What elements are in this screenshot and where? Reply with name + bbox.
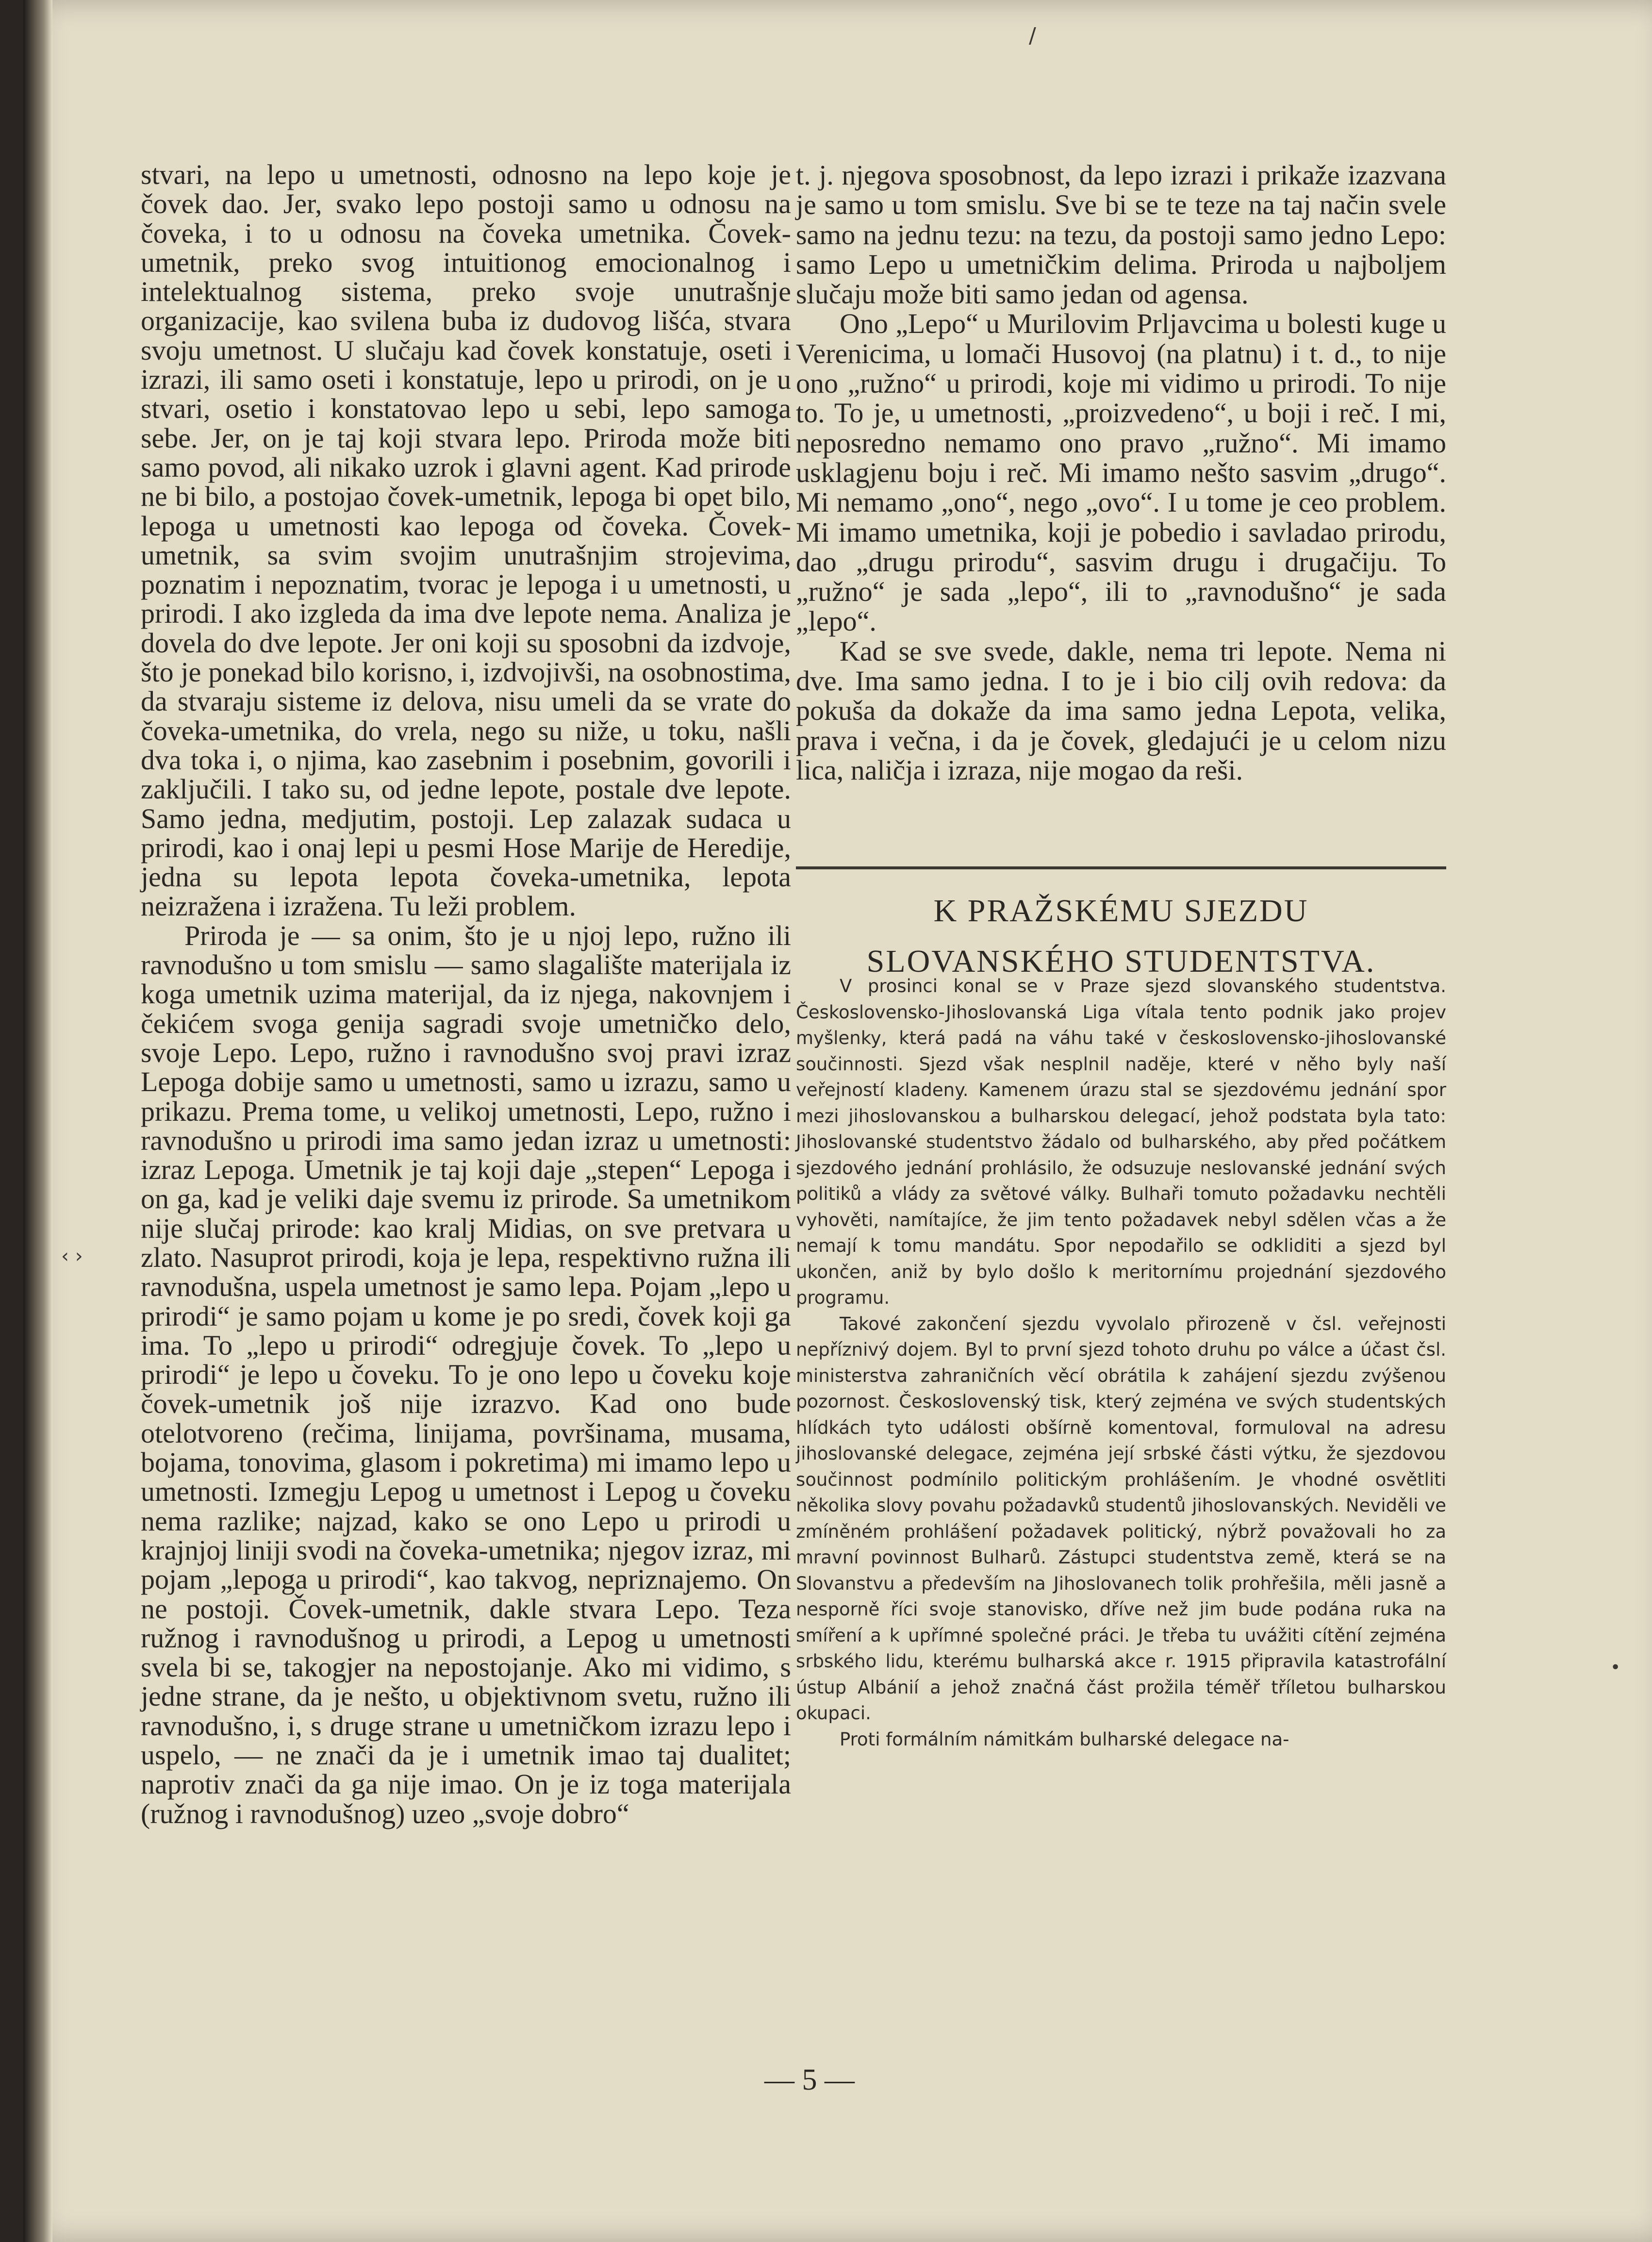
right-paragraph-2: Ono „Lepo“ u Murilovim Prljavcima u bolesti kuge u Verenicima, u lomači Husovoj (na platnu) i t. d., to nije ono „ružno“ u prirodi, koje mi vidimo u prirodi. To nije to. To je, u umetnosti, „proizvedeno“, u boji i reč. I mi, neposredno nemamo ono pravo „ružno“. Mi imamo usklagjenu boju i reč. Mi imamo nešto sasvim „drugo“. Mi nemamo „ono“, nego „ovo“. I u tome je ceo problem. Mi imamo umetnika, koji je pobedio i savladao prirodu, dao „drugu prirodu“, sasvim drugu i drugačiju. To „ružno“ je sada „lepo“, ili to „ravnodušno“ je sada „lepo“. <box>796 308 1446 637</box>
cz-paragraph-3: Proti formálním námitkám bulharské delegace na- <box>840 1728 1289 1750</box>
right-paragraph-1: t. j. njegova sposobnost, da lepo izrazi i prikaže izazvana je samo u tom smislu. Sve bi se te teze na taj način svele samo na jednu tezu: na tezu, da postoji samo jedno Lepo: samo Lepo u umetničkim delima. Priroda u najboljem slučaju može biti samo jedan od agensa. <box>796 159 1446 310</box>
right-column <box>796 160 1446 785</box>
right-paragraph-3: Kad se sve svede, dakle, nema tri lepote. Nema ni dve. Ima samo jedna. I to je i bio cilj ovih redova: da pokuša da dokaže da ima samo jedna Lepota, velika, prava i večna, i da je čovek, gledajući je u celom nizu lica, naličja i izraza, nije mogao da reši. <box>796 635 1446 786</box>
left-margin-mark: ‹ › <box>61 1245 83 1267</box>
cz-paragraph-1: V prosinci konal se v Praze sjezd slovanského studentstva. Československo-Jihoslovanská Liga vítala tento podnik jako projev myšlenky, která padá na váhu také v československo-jihoslovanské součinnosti. Sjezd však nesplnil naděje, které v něho byly naší veřejností kladeny. Kamenem úrazu stal se sjezdovému jednání spor mezi jihoslovanskou a bulharskou delegací, jehož podstata byla tato: Jihoslovanské studentstvo žádalo od bulharského, aby před počátkem sjezdového jednání prohlásilo, že odsuzuje neslovanské jednání svých politiků a vlády za světové války. Bulhaři tomuto požadavku nechtěli vyhověti, namítajíce, že jim tento požadavek nebyl sdělen včas a že nemají k tomu mandátu. Spor nepodařilo se odkliditi a sjezd byl ukončen, aniž by bylo došlo k meritornímu projednání sjezdového programu. <box>796 976 1446 1308</box>
heading-line-1: K PRAŽSKÉMU SJEZDU <box>933 893 1309 929</box>
left-paragraph-1: stvari, na lepo u umetnosti, odnosno na lepo koje je čovek dao. Jer, svako lepo postoji samo u odnosu na čoveka, i to u odnosu na čoveka umetnika. Čovek-umetnik, preko svog intuitionog emocionalnog i intelektualnog sistema, preko svoje unutrašnje organizacije, kao svilena buba iz dudovog lišća, stvara svoju umetnost. U slučaju kad čovek konstatuje, oseti i izrazi, ili samo oseti i konstatuje, lepo u prirodi, on je u stvari, osetio i konstatovao lepo u sebi, lepo samoga sebe. Jer, on je taj koji stvara lepo. Priroda može biti samo povod, ali nikako uzrok i glavni agent. Kad prirode ne bi bilo, a postojao čovek-umetnik, lepoga bi opet bilo, lepoga u umetnosti kao lepoga od čoveka. Čovek-umetnik, sa svim svojim unutrašnjim strojevima, poznatim i nepoznatim, tvorac je lepoga i u umetnosti, u prirodi. I ako izgleda da ima dve lepote nema. Analiza je dovela do dve lepote. Jer oni koji su sposobni da izdvoje, što je ponekad bilo korisno, i, izdvojivši, na osobnostima, da stvaraju sisteme iz delova, nisu umeli da se vrate do čoveka-umetnika, do vrela, nego su niže, u toku, našli dva toka i, o njima, kao zasebnim i posebnim, govorili i zaključili. I tako su, od jedne lepote, postale dve lepote. Samo jedna, medjutim, postoji. Lep zalazak sudaca u prirodi, kao i onaj lepi u pesmi Hose Marije de Heredije, jedna su lepota lepota čoveka-umetnika, lepota neizražena i izražena. Tu leži problem. <box>141 159 791 922</box>
right-margin-dot: • <box>1610 1658 1621 1677</box>
book-spine-shadow <box>23 0 52 2242</box>
czech-article-body <box>796 973 1446 1752</box>
left-paragraph-2: Priroda je — sa onim, što je u njoj lepo, ružno ili ravnodušno u tom smislu — samo slagalište materijala iz koga umetnik uzima materijal, da iz njega, nakovnjem i čekićem svoga genija sagradi svoje umetničko delo, svoje Lepo. Lepo, ružno i ravnodušno svoj pravi izraz Lepoga dobije samo u umetnosti, samo u izrazu, samo u prikazu. Prema tome, u velikoj umetnosti, Lepo, ružno i ravnodušno u prirodi ima samo jedan izraz u umetnosti: izraz Lepoga. Umetnik je taj koji daje „stepen“ Lepoga i on ga, kad je veliki daje svemu iz prirode. Sa umetnikom nije slučaj prirode: kao kralj Midias, on sve pretvara u zlato. Nasuprot prirodi, koja je lepa, respektivno ružna ili ravnodušna, uspela umetnost je samo lepa. Pojam „lepo u prirodi“ je samo pojam u kome je po sredi, čovek koji ga ima. To „lepo u prirodi“ odregjuje čovek. To „lepo u prirodi“ je lepo u čoveku. To je ono lepo u čoveku koje čovek-umetnik još nije izrazvo. Kad ono bude otelotvoreno (rečima, linijama, površinama, musama, bojama, tonovima, glasom i pokretima) mi imamo lepo u umetnosti. Izmegju Lepog u umetnost i Lepog u čoveku nema razlike; najzad, kako se ono Lepo u prirodi u krajnjoj liniji svodi na čoveka-umetnika; njegov izraz, mi pojam „lepoga u prirodi“, kao takvog, nepriznajemo. On ne postoji. Čovek-umetnik, dakle stvara Lepo. Teza ružnog i ravnodušnog u prirodi, a Lepog u umetnosti svela bi se, takogjer na nepostojanje. Ako mi vidimo, s jedne strane, da je nešto, u objektivnom svetu, ružno ili ravnodušno, i, s druge strane u umetničkom izrazu lepo i uspelo, — ne znači da je i umetnik imao taj dualitet; naprotiv znači da ga nije imao. On je iz toga materijala (ružnog i ravnodušnog) uzeo „svoje dobro“ <box>141 919 791 1829</box>
page-number: — 5 — <box>764 2063 855 2096</box>
article-heading <box>796 886 1446 987</box>
cz-paragraph-2: Takové zakončení sjezdu vyvolalo přirozeně v čsl. veřejnosti nepříznivý dojem. Byl to první sjezd tohoto druhu po válce a účast čsl. ministerstva zahraničních věcí obrátila k zahájení sjezdu zvýšenou pozornost. Československý tisk, který zejména ve svých studentských hlídkách tyto události obšírně komentoval, formuloval na adresu jihoslovanské delegace, zejména její srbské části výtku, že sjezdovou součinnost podmínilo politickým prohlášením. Je vhodné osvětliti několika slovy povahu požadavků studentů jihoslovanských. Neviděli ve zmíněném prohlášení požadavek politický, nýbrž považovali ho za mravní povinnost Bulharů. Zástupci studentstva země, která se na Slovanstvu a především na Jihoslovanech tolik prohřešila, měli jasně a nesporně říci svoje stanovisko, dříve než jim bude podána ruka na smíření a k upřímné společné práci. Je třeba tu uvážiti cítění zejména srbského lidu, kterému bulharská akce r. 1915 připravila katastrofální ústup Albánií a jehož značná část prožila téměř tříletou bulharskou okupaci. <box>796 1313 1446 1724</box>
left-column <box>141 160 791 1828</box>
top-pencil-mark: / <box>1029 23 1036 48</box>
section-divider <box>796 866 1446 869</box>
heading-line-2: SLOVANSKÉHO STUDENTSTVA. <box>866 944 1376 979</box>
scanned-page <box>23 0 1652 2242</box>
